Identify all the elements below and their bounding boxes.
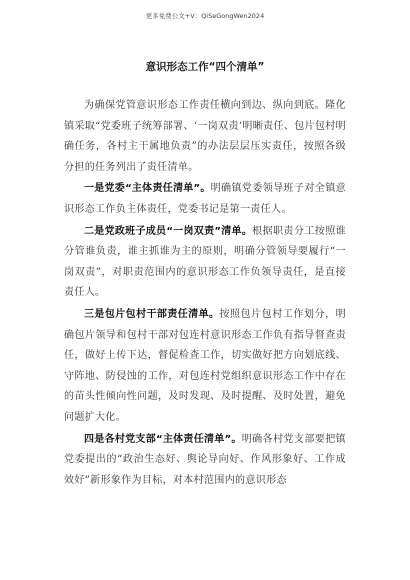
paragraph-text: 根据职责分工按照谁分管谁负责，谁主抓谁为主的原则，明确分管领导要履行“一岗双责”，对职责范围内的意识形态工作负领导责任，是直接责任人。 (64, 225, 346, 299)
paragraph-lead: 一是党委“主体责任清单”。 (84, 183, 211, 195)
document-body (64, 96, 346, 492)
paragraph-party-committee (64, 179, 346, 220)
paragraph-area-cadres (64, 305, 346, 429)
paragraph-lead: 三是包片包村干部责任清单。 (84, 308, 220, 320)
paragraph-village-branches (64, 430, 346, 492)
document-title: 意识形态工作“四个清单” (145, 61, 265, 73)
paragraph-text: 明确镇党委领导班子对全镇意识形态工作负主体责任，党委书记是第一责任人。 (64, 183, 346, 215)
paragraph-lead: 四是各村党支部“主体责任清单”。 (84, 433, 242, 445)
paragraph-lead: 二是党政班子成员“一岗双责”清单。 (84, 225, 253, 237)
paragraph-text: 按照包片包村工作划分，明确包片领导和包村干部对包连村意识形态工作负有指导督查责任，做好上传下达，督促检查工作，切实做好把方向划底线、守阵地、防侵蚀的工作，对包连村党组织意识形态工作中存在的苗头性倾向性问题，及时发现、及时提醒、及时处置，避免问题扩大化。 (64, 308, 346, 423)
paragraph-text: 为确保党管意识形态工作责任横向到边、纵向到底。隆化镇采取“党委班子统筹部署、‘一岗双责’明晰责任、包片包村明确任务，各村主干属地负责”的办法层层压实责任，按照各级分担的任务列出了责任清单。 (64, 100, 346, 173)
watermark-text: 更多免费公文+V：QiSeGongWen2024 (145, 12, 265, 20)
paragraph-text: 明确各村党支部要把镇党委提出的“政治生态好、舆论导向好、作风形象好、工作成效好”新形象作为目标，对本村范围内的意识形态 (64, 433, 346, 486)
paragraph-intro (64, 96, 346, 178)
paragraph-team-members (64, 222, 346, 304)
